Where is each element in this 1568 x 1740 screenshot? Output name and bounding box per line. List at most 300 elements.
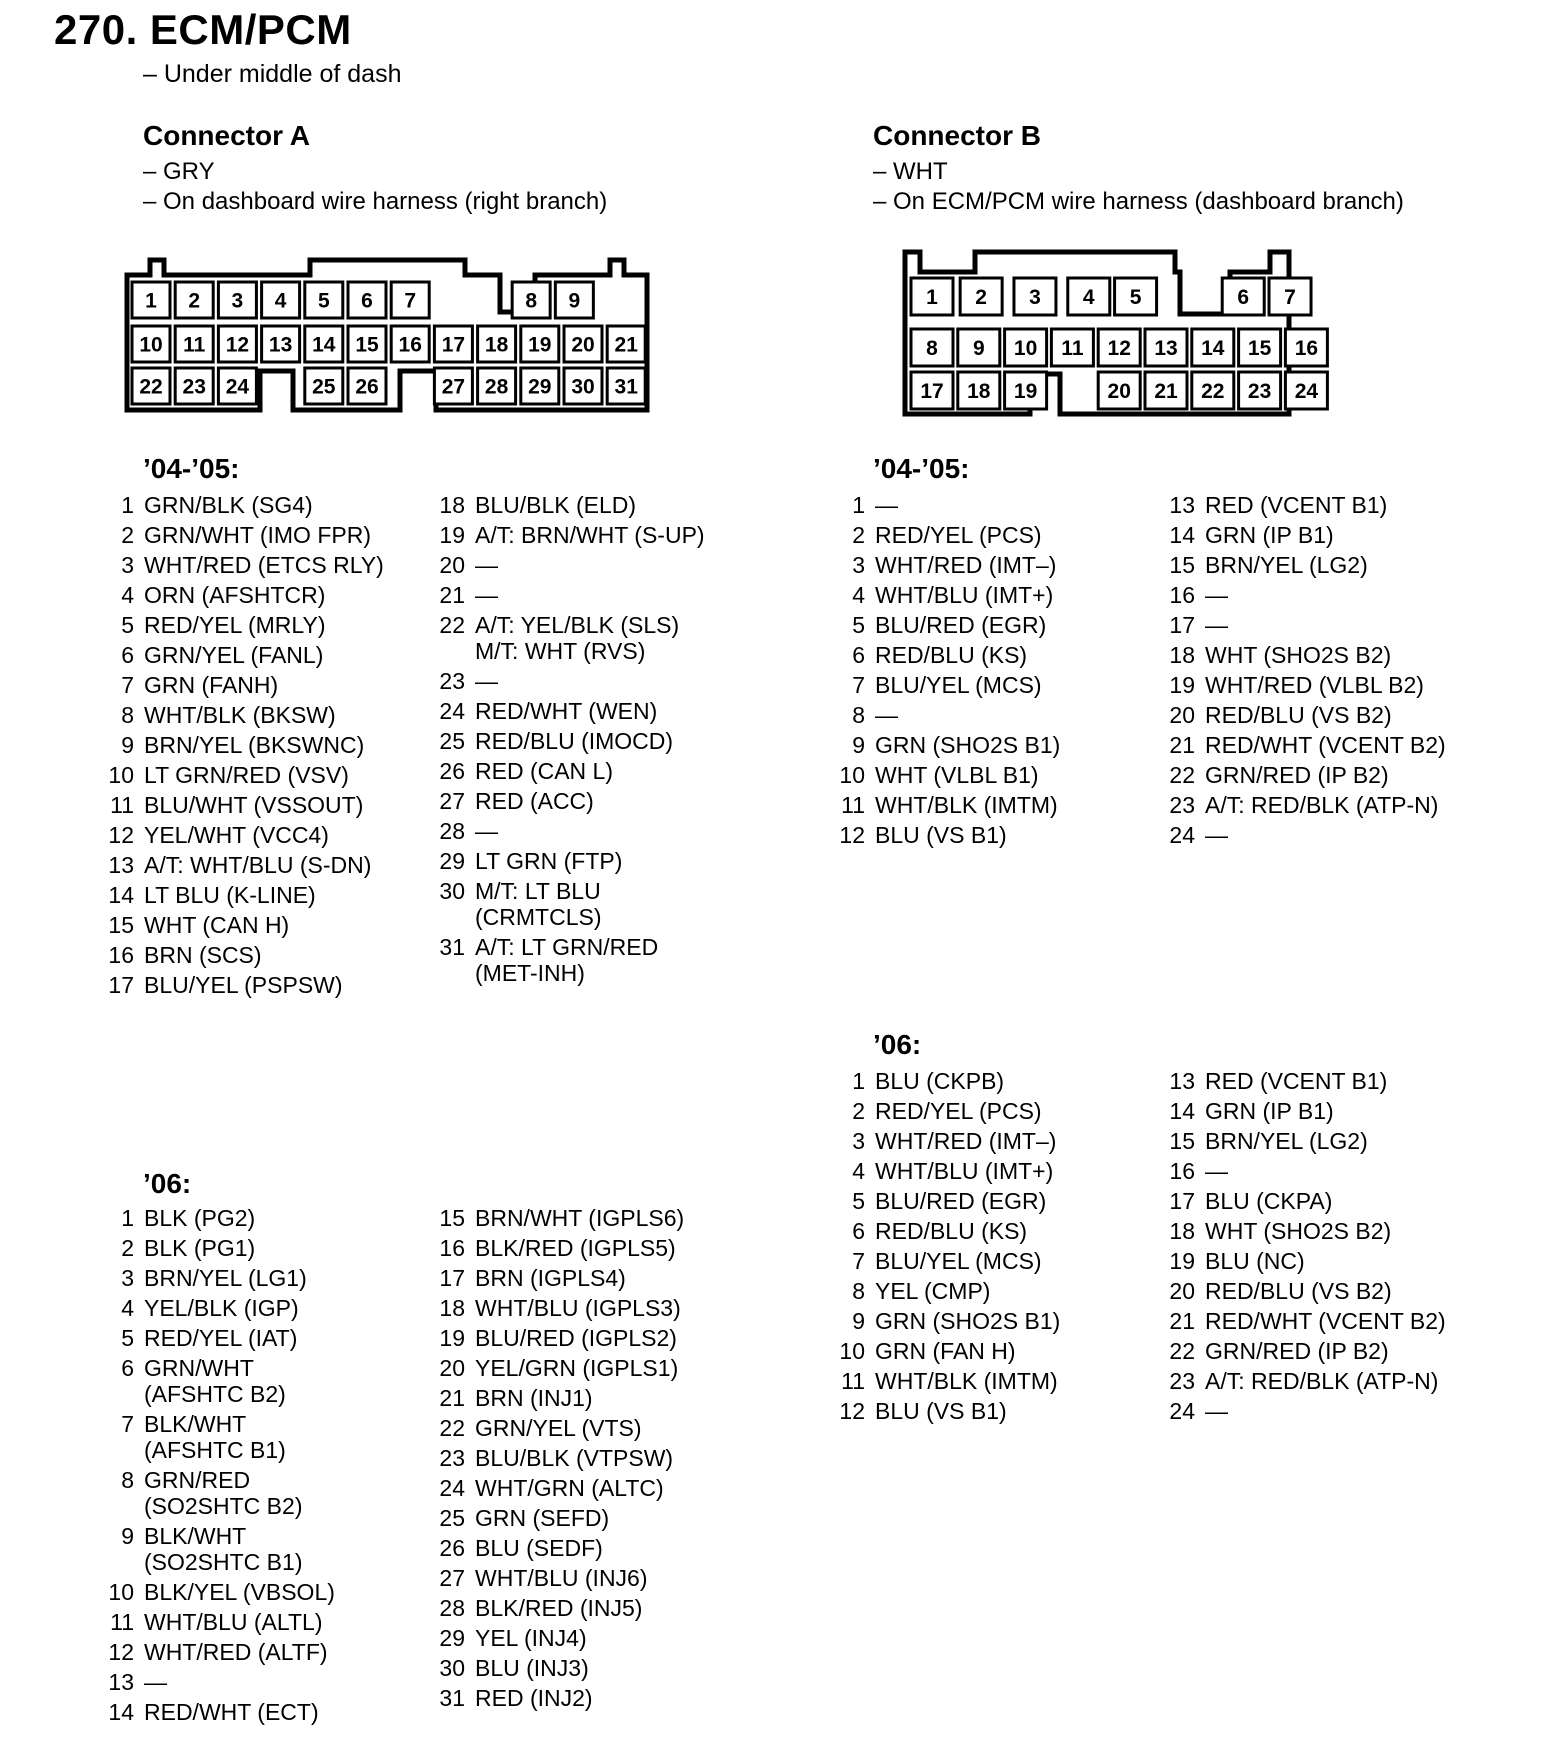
pin-number: 4 — [852, 1158, 865, 1184]
pin-wire-description: BRN (IGPLS4) — [475, 1265, 626, 1291]
pin-wire-description: GRN/RED (IP B2) — [1205, 1338, 1389, 1364]
pin-wire-description: — — [475, 818, 498, 844]
pin-wire-description: WHT/BLU (ALTL) — [144, 1609, 323, 1635]
pin-wire-description: BRN (INJ1) — [475, 1385, 593, 1411]
pin-entry — [104, 762, 384, 788]
pin-wire-description: ORN (AFSHTCR) — [144, 582, 326, 608]
pin-wire-description: BLU/YEL (PSPSW) — [144, 972, 343, 998]
pin-wire-description: A/T: WHT/BLU (S-DN) — [144, 852, 372, 878]
pin-wire-description: M/T: LT BLU (CRMTCLS) — [475, 878, 602, 930]
pin-number: 11 — [110, 1609, 134, 1635]
pin-number: 8 — [121, 1467, 134, 1493]
pin-wire-description: GRN (SEFD) — [475, 1505, 610, 1531]
pin-entry — [1160, 1338, 1446, 1364]
pin-number-label: 20 — [571, 333, 595, 357]
connector-a-year-04-05-label: ’04-’05: — [143, 453, 240, 484]
pin-wire-description: GRN (SHO2S B1) — [875, 1308, 1061, 1334]
pin-entry — [104, 972, 384, 998]
pin-entry — [430, 1595, 684, 1621]
pin-wire-description: WHT/BLU (IGPLS3) — [475, 1295, 681, 1321]
pin-number: 9 — [852, 1308, 865, 1334]
pin-number: 3 — [121, 552, 134, 578]
pin-wire-description: BLU/RED (EGR) — [875, 1188, 1047, 1214]
pin-entry — [104, 1205, 335, 1231]
pin-entry — [104, 1523, 335, 1575]
pin-wire-description: RED/YEL (MRLY) — [144, 612, 326, 638]
pin-wire-description: GRN/YEL (VTS) — [475, 1415, 642, 1441]
pin-entry — [430, 698, 705, 724]
pin-number: 5 — [121, 1325, 134, 1351]
connector-b-color: – WHT — [873, 158, 948, 185]
pin-number: 6 — [121, 642, 134, 668]
pin-number-label: 9 — [972, 337, 985, 361]
pin-number-label: 9 — [568, 289, 581, 313]
pin-wire-description: BRN/WHT (IGPLS6) — [475, 1205, 685, 1231]
pin-number-label: 4 — [1082, 286, 1095, 310]
pin-entry — [104, 1325, 335, 1351]
connector-a-04-05-pin-list-left — [104, 492, 384, 1002]
pin-number-label: 11 — [1061, 337, 1084, 361]
connector-a-face-diagram — [110, 250, 670, 425]
pin-entry — [430, 1475, 684, 1501]
pin-number: 25 — [439, 728, 465, 754]
pin-number: 9 — [852, 732, 865, 758]
pin-number-label: 11 — [183, 333, 206, 357]
pin-number-label: 20 — [1107, 380, 1131, 404]
pin-number-label: 7 — [1284, 286, 1296, 310]
pin-wire-description: BLU/YEL (MCS) — [875, 1248, 1042, 1274]
pin-entry — [1160, 522, 1446, 548]
pin-wire-description: BLU (INJ3) — [475, 1655, 589, 1681]
pin-entry — [430, 1565, 684, 1591]
pin-number: 19 — [439, 522, 465, 548]
pin-wire-description: RED/YEL (IAT) — [144, 1325, 298, 1351]
pin-number: 5 — [852, 612, 865, 638]
pin-number-label: 3 — [1029, 286, 1041, 310]
pin-wire-description: BLK/WHT (AFSHTC B1) — [144, 1411, 286, 1463]
pin-number: 1 — [852, 492, 865, 518]
pin-entry — [1160, 702, 1446, 728]
pin-wire-description: BLK/YEL (VBSOL) — [144, 1579, 335, 1605]
pin-number: 13 — [1169, 492, 1195, 518]
pin-entry — [104, 1295, 335, 1321]
pin-number-label: 10 — [1013, 337, 1038, 361]
pin-entry — [430, 818, 705, 844]
pin-entry — [1160, 822, 1446, 848]
pin-number: 1 — [121, 1205, 134, 1231]
pin-number: 12 — [839, 822, 865, 848]
pin-number-label: 26 — [355, 375, 379, 399]
pin-number: 17 — [1169, 612, 1195, 638]
pin-entry — [835, 1128, 1060, 1154]
pin-entry — [430, 1205, 684, 1231]
pin-wire-description: BLU (VS B1) — [875, 822, 1007, 848]
pin-entry — [835, 702, 1060, 728]
pin-number-label: 12 — [1107, 337, 1131, 361]
pin-wire-description: BRN/YEL (BKSWNC) — [144, 732, 365, 758]
pin-number: 12 — [108, 822, 134, 848]
pin-wire-description: RED (CAN L) — [475, 758, 614, 784]
pin-entry — [104, 672, 384, 698]
pin-number: 19 — [439, 1325, 465, 1351]
pin-wire-description: — — [475, 582, 498, 608]
pin-entry — [835, 492, 1060, 518]
pin-wire-description: A/T: LT GRN/RED (MET-INH) — [475, 934, 659, 986]
page-title: 270. ECM/PCM — [54, 6, 352, 53]
pin-number: 7 — [852, 1248, 865, 1274]
pin-number-label: 30 — [571, 375, 595, 399]
pin-number-label: 1 — [926, 286, 938, 310]
pin-number: 8 — [852, 702, 865, 728]
pin-number: 24 — [1169, 822, 1195, 848]
pin-number-label: 13 — [1154, 337, 1178, 361]
pin-wire-description: RED/WHT (VCENT B2) — [1205, 1308, 1446, 1334]
pin-entry — [835, 1308, 1060, 1334]
component-location: – Under middle of dash — [143, 60, 402, 88]
pin-number: 18 — [1169, 1218, 1195, 1244]
pin-number: 10 — [839, 1338, 865, 1364]
pin-number: 2 — [121, 522, 134, 548]
pin-wire-description: — — [475, 668, 498, 694]
pin-entry — [430, 668, 705, 694]
pin-number-label: 6 — [1237, 286, 1250, 310]
pin-number: 27 — [439, 1565, 465, 1591]
pin-entry — [430, 934, 705, 986]
pin-wire-description: RED (INJ2) — [475, 1685, 593, 1711]
pin-entry — [430, 1625, 684, 1651]
pin-entry — [104, 582, 384, 608]
pin-entry — [835, 1368, 1060, 1394]
pin-number: 21 — [1169, 732, 1195, 758]
pin-entry — [1160, 1218, 1446, 1244]
connector-a-06-pin-list-left — [104, 1205, 335, 1729]
pin-number-label: 2 — [188, 289, 201, 313]
pin-number: 9 — [121, 1523, 134, 1549]
pin-entry — [430, 1325, 684, 1351]
pin-entry — [835, 1158, 1060, 1184]
pin-number-label: 16 — [398, 333, 422, 357]
pin-number: 26 — [439, 758, 465, 784]
pin-wire-description: A/T: RED/BLK (ATP-N) — [1205, 1368, 1439, 1394]
pin-wire-description: YEL/GRN (IGPLS1) — [475, 1355, 679, 1381]
pin-entry — [430, 1385, 684, 1411]
pin-number-label: 2 — [975, 286, 987, 310]
pin-entry — [835, 642, 1060, 668]
pin-number: 21 — [1169, 1308, 1195, 1334]
pin-entry — [430, 1295, 684, 1321]
pin-entry — [835, 1218, 1060, 1244]
pin-number-label: 22 — [1201, 380, 1225, 404]
pin-wire-description: RED/BLU (KS) — [875, 1218, 1028, 1244]
connector-b-pin-cells — [911, 278, 1327, 409]
pin-number: 15 — [439, 1205, 465, 1231]
connector-b-year-06-label: ’06: — [873, 1029, 922, 1060]
pin-number: 22 — [1169, 762, 1195, 788]
pin-number: 23 — [439, 668, 465, 694]
pin-number-label: 7 — [404, 289, 417, 313]
pin-entry — [104, 942, 384, 968]
pin-number-label: 31 — [614, 375, 638, 399]
pin-number: 29 — [439, 848, 465, 874]
pin-wire-description: WHT/GRN (ALTC) — [475, 1475, 664, 1501]
pin-wire-description: LT GRN/RED (VSV) — [144, 762, 349, 788]
pin-wire-description: BLU/BLK (VTPSW) — [475, 1445, 674, 1471]
pin-entry — [835, 1338, 1060, 1364]
pin-wire-description: BLU (NC) — [1205, 1248, 1305, 1274]
pin-entry — [835, 522, 1060, 548]
pin-wire-description: BLU (SEDF) — [475, 1535, 603, 1561]
pin-number: 18 — [1169, 642, 1195, 668]
connector-a-title: Connector A — [143, 120, 310, 151]
pin-number: 12 — [108, 1639, 134, 1665]
pin-entry — [104, 642, 384, 668]
pin-number: 21 — [439, 1385, 465, 1411]
pin-wire-description: BLU/YEL (MCS) — [875, 672, 1042, 698]
pin-number: 6 — [852, 1218, 865, 1244]
pin-wire-description: — — [1205, 1398, 1228, 1424]
pin-number: 3 — [852, 1128, 865, 1154]
pin-number: 4 — [852, 582, 865, 608]
pin-number-label: 4 — [274, 289, 287, 313]
pin-entry — [104, 1699, 335, 1725]
pin-wire-description: GRN/YEL (FANL) — [144, 642, 324, 668]
pin-number: 17 — [108, 972, 134, 998]
pin-number-label: 15 — [1247, 337, 1272, 361]
pin-number: 8 — [121, 702, 134, 728]
pin-wire-description: RED/WHT (ECT) — [144, 1699, 319, 1725]
pin-entry — [835, 582, 1060, 608]
pin-number: 2 — [852, 522, 865, 548]
pin-wire-description: RED (VCENT B1) — [1205, 492, 1388, 518]
pin-number: 1 — [852, 1068, 865, 1094]
pin-wire-description: BLU (CKPA) — [1205, 1188, 1333, 1214]
pin-entry — [104, 792, 384, 818]
pin-wire-description: RED/WHT (WEN) — [475, 698, 658, 724]
pin-number: 4 — [121, 1295, 134, 1321]
pin-number-label: 18 — [484, 333, 509, 357]
pin-entry — [104, 882, 384, 908]
pin-wire-description: WHT (SHO2S B2) — [1205, 642, 1392, 668]
pin-wire-description: BLK/RED (IGPLS5) — [475, 1235, 676, 1261]
pin-number-label: 21 — [614, 333, 638, 357]
pin-entry — [835, 1098, 1060, 1124]
connector-a-harness: – On dashboard wire harness (right branch) — [143, 188, 608, 215]
pin-number: 11 — [841, 792, 865, 818]
pin-entry — [430, 788, 705, 814]
pin-entry — [430, 522, 705, 548]
pin-wire-description: GRN/BLK (SG4) — [144, 492, 313, 518]
pin-entry — [835, 822, 1060, 848]
pin-number: 11 — [841, 1368, 865, 1394]
pin-number-label: 18 — [967, 380, 991, 404]
pin-number-label: 3 — [231, 289, 244, 313]
pin-wire-description: WHT/BLU (IMT+) — [875, 1158, 1054, 1184]
pin-wire-description: A/T: RED/BLK (ATP-N) — [1205, 792, 1439, 818]
pin-number: 27 — [439, 788, 465, 814]
pin-entry — [1160, 1398, 1446, 1424]
pin-wire-description: WHT (CAN H) — [144, 912, 290, 938]
pin-entry — [1160, 582, 1446, 608]
pin-wire-description: WHT/RED (ALTF) — [144, 1639, 328, 1665]
pin-wire-description: RED/BLU (IMOCD) — [475, 728, 674, 754]
pin-number: 30 — [439, 878, 465, 904]
pin-number: 10 — [839, 762, 865, 788]
pin-number-label: 1 — [145, 289, 157, 313]
pin-wire-description: YEL (CMP) — [875, 1278, 991, 1304]
pin-number: 19 — [1169, 1248, 1195, 1274]
pin-number: 23 — [439, 1445, 465, 1471]
pin-number: 24 — [1169, 1398, 1195, 1424]
pin-number-label: 14 — [312, 333, 336, 357]
pin-number: 8 — [852, 1278, 865, 1304]
connector-b-face-diagram — [895, 244, 1345, 424]
pin-entry — [104, 612, 384, 638]
pin-entry — [104, 1355, 335, 1407]
pin-number: 5 — [852, 1188, 865, 1214]
pin-number: 15 — [1169, 1128, 1195, 1154]
pin-number: 24 — [439, 1475, 465, 1501]
pin-entry — [104, 1669, 335, 1695]
pin-entry — [104, 522, 384, 548]
pin-number-label: 22 — [139, 375, 163, 399]
pin-number-label: 5 — [317, 289, 330, 313]
pin-entry — [1160, 1278, 1446, 1304]
pin-number: 26 — [439, 1535, 465, 1561]
pin-wire-description: RED (ACC) — [475, 788, 594, 814]
pin-number-label: 13 — [268, 333, 293, 357]
pin-wire-description: BLK (PG2) — [144, 1205, 256, 1231]
pin-number: 15 — [108, 912, 134, 938]
pin-wire-description: BLU/BLK (ELD) — [475, 492, 637, 518]
pin-number: 17 — [1169, 1188, 1195, 1214]
pin-wire-description: WHT/BLK (BKSW) — [144, 702, 336, 728]
pin-wire-description: BLK/RED (INJ5) — [475, 1595, 643, 1621]
connector-b-title: Connector B — [873, 120, 1041, 151]
pin-entry — [430, 878, 705, 930]
pin-number: 1 — [121, 492, 134, 518]
pin-wire-description: — — [875, 702, 898, 728]
pin-number: 17 — [439, 1265, 465, 1291]
pin-entry — [1160, 792, 1446, 818]
pin-number: 10 — [108, 1579, 134, 1605]
pin-number-label: 23 — [1247, 380, 1272, 404]
pin-wire-description: RED/BLU (KS) — [875, 642, 1028, 668]
pin-number: 14 — [1169, 1098, 1195, 1124]
pin-entry — [835, 1278, 1060, 1304]
pin-number: 30 — [439, 1655, 465, 1681]
pin-wire-description: WHT (VLBL B1) — [875, 762, 1039, 788]
connector-a-04-05-pin-list-right — [430, 492, 705, 990]
pin-entry — [430, 1445, 684, 1471]
pin-number: 13 — [1169, 1068, 1195, 1094]
pin-entry — [104, 852, 384, 878]
connector-b-06-pin-list-right — [1160, 1068, 1446, 1428]
pin-entry — [430, 1355, 684, 1381]
pin-number: 22 — [439, 1415, 465, 1441]
pin-entry — [430, 1415, 684, 1441]
pin-number: 29 — [439, 1625, 465, 1651]
pin-number: 5 — [121, 612, 134, 638]
pin-wire-description: WHT/BLU (INJ6) — [475, 1565, 648, 1591]
connector-b-04-05-pin-list-right — [1160, 492, 1446, 852]
pin-number-label: 24 — [1294, 380, 1319, 404]
pin-wire-description: BRN/YEL (LG2) — [1205, 1128, 1368, 1154]
pin-entry — [104, 1235, 335, 1261]
pin-number: 14 — [1169, 522, 1195, 548]
connector-a-06-pin-list-right — [430, 1205, 684, 1715]
pin-wire-description: A/T: BRN/WHT (S-UP) — [475, 522, 705, 548]
pin-entry — [835, 1068, 1060, 1094]
pin-number: 6 — [852, 642, 865, 668]
pin-number-label: 21 — [1154, 380, 1178, 404]
pin-entry — [104, 702, 384, 728]
pin-wire-description: — — [1205, 822, 1228, 848]
pin-number-label: 12 — [225, 333, 250, 357]
pin-entry — [1160, 1368, 1446, 1394]
pin-entry — [1160, 1098, 1446, 1124]
pin-wire-description: RED/BLU (VS B2) — [1205, 702, 1392, 728]
pin-entry — [1160, 762, 1446, 788]
pin-wire-description: BLK (PG1) — [144, 1235, 256, 1261]
pin-number-label: 16 — [1294, 337, 1319, 361]
pin-entry — [1160, 1158, 1446, 1184]
pin-number: 3 — [852, 552, 865, 578]
pin-number: 20 — [1169, 702, 1195, 728]
pin-number: 15 — [1169, 552, 1195, 578]
pin-number: 20 — [1169, 1278, 1195, 1304]
pin-entry — [104, 822, 384, 848]
pin-number: 14 — [108, 1699, 134, 1725]
pin-wire-description: GRN (FAN H) — [875, 1338, 1016, 1364]
pin-number: 28 — [439, 818, 465, 844]
pin-wire-description: GRN/RED (SO2SHTC B2) — [144, 1467, 303, 1519]
connector-a-year-06-label: ’06: — [143, 1168, 192, 1199]
pin-number: 10 — [108, 762, 134, 788]
pin-wire-description: BLU/RED (EGR) — [875, 612, 1047, 638]
pin-entry — [430, 492, 705, 518]
pin-number: 21 — [439, 582, 465, 608]
pin-wire-description: BRN (SCS) — [144, 942, 262, 968]
pin-wire-description: — — [1205, 582, 1228, 608]
pin-entry — [835, 552, 1060, 578]
pin-entry — [1160, 1068, 1446, 1094]
pin-entry — [430, 582, 705, 608]
pin-entry — [835, 1248, 1060, 1274]
pin-number: 18 — [439, 492, 465, 518]
pin-number: 23 — [1169, 792, 1195, 818]
pin-wire-description: LT GRN (FTP) — [475, 848, 623, 874]
pin-entry — [430, 848, 705, 874]
pin-number: 9 — [121, 732, 134, 758]
pin-entry — [104, 732, 384, 758]
pin-number-label: 6 — [361, 289, 373, 313]
pin-number-label: 17 — [441, 333, 466, 357]
pin-entry — [1160, 1248, 1446, 1274]
pin-entry — [835, 762, 1060, 788]
pin-number-label: 28 — [484, 375, 509, 399]
pin-wire-description: YEL (INJ4) — [475, 1625, 587, 1651]
pin-entry — [104, 1639, 335, 1665]
pin-number-label: 17 — [920, 380, 944, 404]
pin-number-label: 14 — [1201, 337, 1225, 361]
pin-wire-description: BRN/YEL (LG1) — [144, 1265, 307, 1291]
pin-wire-description: YEL/WHT (VCC4) — [144, 822, 329, 848]
pin-wire-description: GRN/WHT (AFSHTC B2) — [144, 1355, 286, 1407]
pin-number: 28 — [439, 1595, 465, 1621]
pin-entry — [1160, 1188, 1446, 1214]
pin-number: 23 — [1169, 1368, 1195, 1394]
pin-number-label: 8 — [525, 289, 538, 313]
